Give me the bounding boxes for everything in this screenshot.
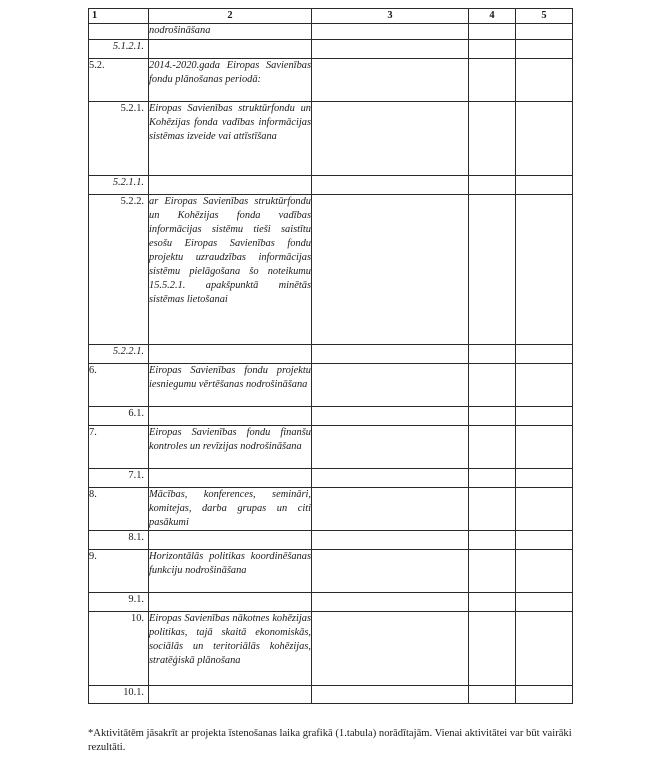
row-number: 6. [89,364,149,407]
empty-cell-col-5 [516,195,573,345]
activities-table [88,8,573,704]
empty-cell-col-4 [469,469,516,488]
row-number: 9.1. [89,593,149,612]
empty-cell-col-3 [312,407,469,426]
row-description: nodrošināšana [149,24,312,40]
footnote: *Aktivitātēm jāsakrīt ar projekta īstenošanas laika grafikā (1.tabula) norādītajām. Vienai aktivitātei var būt vairāki rezultāti. [88,728,572,753]
empty-cell-col-5 [516,488,573,531]
row-number [89,24,149,40]
empty-cell-col-4 [469,531,516,550]
row-number: 7.1. [89,469,149,488]
empty-cell-col-3 [312,364,469,407]
empty-cell-col-3 [312,550,469,593]
row-number: 5.1.2.1. [89,40,149,59]
table-row [89,40,573,59]
row-description: ar Eiropas Savienības struktūrfondu un Kohēzijas fonda vadības informācijas sistēmu tieši saistītu esošu Eiropas Savienības fondu projektu uzraudzības informācijas sistēmu pielāgošana šo noteikumu 15.5.2.1. apakšpunktā minētās sistēmas lietošanai [149,195,312,345]
empty-cell-col-3 [312,40,469,59]
empty-cell-col-4 [469,364,516,407]
empty-cell-col-5 [516,364,573,407]
empty-cell-col-4 [469,59,516,102]
empty-cell-col-5 [516,102,573,176]
empty-cell-col-3 [312,686,469,704]
table-row [89,102,573,176]
table-row [89,364,573,407]
table-row [89,345,573,364]
row-number: 10.1. [89,686,149,704]
empty-cell-col-4 [469,686,516,704]
empty-cell-col-5 [516,426,573,469]
header-col-2: 2 [149,9,312,24]
empty-cell-col-4 [469,550,516,593]
empty-cell-col-5 [516,24,573,40]
row-description [149,593,312,612]
empty-cell-col-3 [312,531,469,550]
table-row [89,176,573,195]
empty-cell-col-3 [312,593,469,612]
table-row [89,488,573,531]
table-row [89,426,573,469]
empty-cell-col-3 [312,24,469,40]
header-col-3: 3 [312,9,469,24]
header-col-5: 5 [516,9,573,24]
header-col-1: 1 [89,9,149,24]
empty-cell-col-3 [312,195,469,345]
row-description [149,686,312,704]
table-row [89,612,573,686]
empty-cell-col-3 [312,59,469,102]
empty-cell-col-5 [516,59,573,102]
empty-cell-col-5 [516,612,573,686]
row-description: Eiropas Savienības fondu projektu iesniegumu vērtēšanas nodrošināšana [149,364,312,407]
row-number: 5.2.1.1. [89,176,149,195]
empty-cell-col-4 [469,407,516,426]
empty-cell-col-5 [516,176,573,195]
row-description [149,407,312,426]
empty-cell-col-5 [516,345,573,364]
table-row [89,550,573,593]
empty-cell-col-4 [469,40,516,59]
empty-cell-col-4 [469,593,516,612]
table-row [89,686,573,704]
empty-cell-col-5 [516,40,573,59]
empty-cell-col-5 [516,531,573,550]
table-row [89,531,573,550]
empty-cell-col-4 [469,426,516,469]
empty-cell-col-3 [312,345,469,364]
row-number: 8.1. [89,531,149,550]
empty-cell-col-4 [469,24,516,40]
row-description [149,469,312,488]
empty-cell-col-4 [469,102,516,176]
empty-cell-col-4 [469,345,516,364]
row-description [149,531,312,550]
table-header-row [89,9,573,24]
row-description: Eiropas Savienības nākotnes kohēzijas politikas, tajā skaitā ekonomiskās, sociālās un teritoriālās kohēzijas, stratēģiskā plānošana [149,612,312,686]
row-number: 5.2. [89,59,149,102]
empty-cell-col-3 [312,426,469,469]
empty-cell-col-4 [469,612,516,686]
row-number: 5.2.2. [89,195,149,345]
row-description [149,40,312,59]
empty-cell-col-5 [516,550,573,593]
row-description [149,176,312,195]
row-number: 8. [89,488,149,531]
empty-cell-col-4 [469,195,516,345]
row-description: Eiropas Savienības struktūrfondu un Kohēzijas fonda vadības informācijas sistēmas izveide vai attīstīšana [149,102,312,176]
empty-cell-col-4 [469,176,516,195]
empty-cell-col-4 [469,488,516,531]
empty-cell-col-5 [516,593,573,612]
empty-cell-col-3 [312,612,469,686]
table-row [89,59,573,102]
empty-cell-col-3 [312,469,469,488]
table-row [89,469,573,488]
row-description: Eiropas Savienības fondu finanšu kontroles un revīzijas nodrošināšana [149,426,312,469]
row-description: Mācības, konferences, semināri, komitejas, darba grupas un citi pasākumi [149,488,312,531]
table-row [89,24,573,40]
empty-cell-col-3 [312,102,469,176]
table-row [89,593,573,612]
row-number: 5.2.2.1. [89,345,149,364]
row-description: 2014.-2020.gada Eiropas Savienības fondu plānošanas periodā: [149,59,312,102]
table-row [89,407,573,426]
empty-cell-col-3 [312,176,469,195]
empty-cell-col-5 [516,407,573,426]
table-row [89,195,573,345]
empty-cell-col-5 [516,686,573,704]
empty-cell-col-3 [312,488,469,531]
row-description: Horizontālās politikas koordinēšanas funkciju nodrošināšana [149,550,312,593]
header-col-4: 4 [469,9,516,24]
row-number: 6.1. [89,407,149,426]
row-number: 10. [89,612,149,686]
row-number: 9. [89,550,149,593]
row-number: 7. [89,426,149,469]
row-number: 5.2.1. [89,102,149,176]
row-description [149,345,312,364]
empty-cell-col-5 [516,469,573,488]
